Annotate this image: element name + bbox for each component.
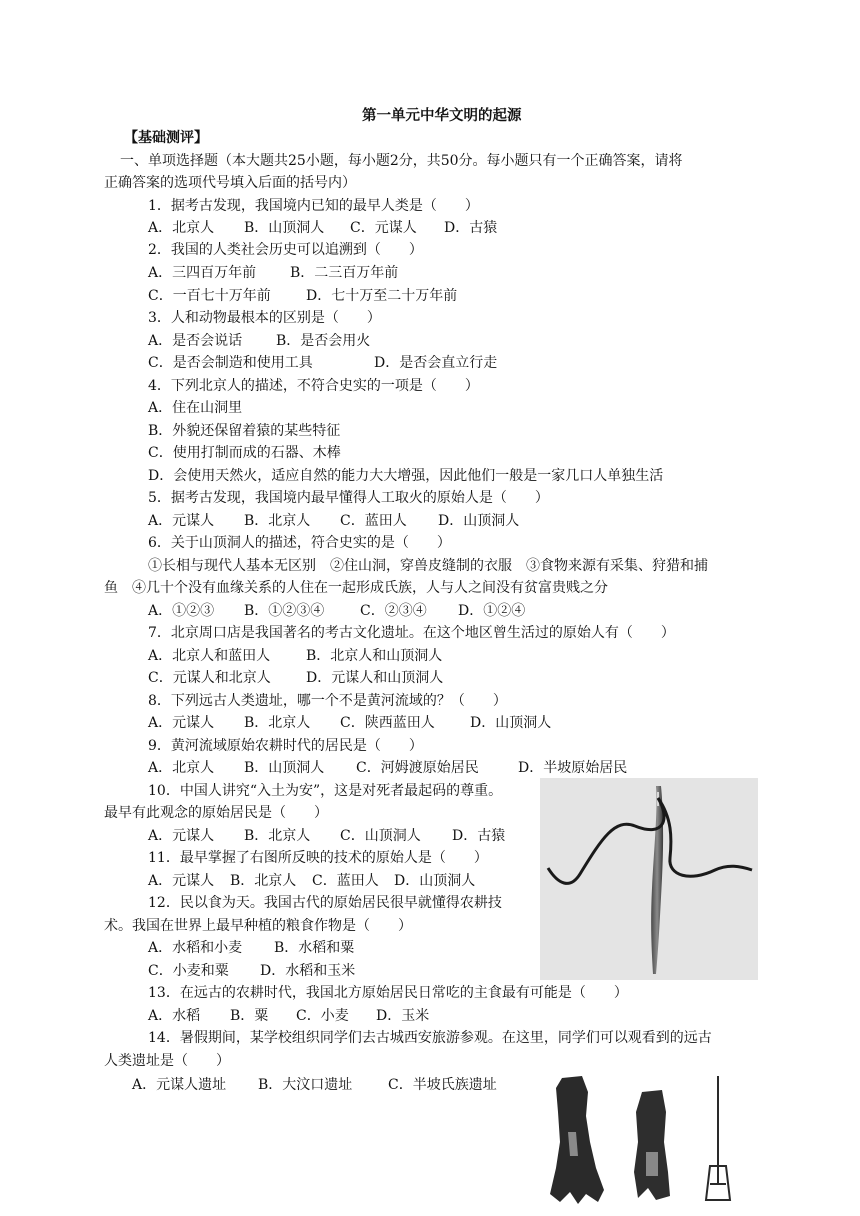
question-7: 7．北京周口店是我国著名的考古文化遗址。在这个地区曾生活过的原始人有（ ） <box>148 625 675 641</box>
question-6-options <box>148 601 525 621</box>
option: D．山顶洞人 <box>394 873 476 889</box>
option: C．半坡氏族遗址 <box>388 1077 497 1093</box>
question-1-options <box>148 218 497 238</box>
option: B．水稻和粟 <box>274 940 355 956</box>
question-13: 13．在远古的农耕时代，我国北方原始居民日常吃的主食最有可能是（ ） <box>148 985 628 1001</box>
ancient-tools-photo <box>538 1072 750 1208</box>
question-11-options <box>148 871 475 891</box>
page-title: 第一单元中华文明的起源 <box>362 108 522 124</box>
question-8: 8．下列远古人类遗址，哪一个不是黄河流域的？（ ） <box>148 693 507 709</box>
option: B．北京人 <box>244 715 311 731</box>
option: A．是否会说话 <box>148 333 243 349</box>
question-12-options-row2 <box>148 961 355 981</box>
option: C．元谋人 <box>350 220 417 236</box>
option: D．古猿 <box>452 828 506 844</box>
option: D．是否会直立行走 <box>374 355 498 371</box>
option: C．一百七十万年前 <box>148 288 271 304</box>
option: B．北京人 <box>244 828 311 844</box>
bone-needle-figure <box>540 778 758 980</box>
question-9-options <box>148 758 627 778</box>
option: A．元谋人 <box>148 513 215 529</box>
option: B．大汶口遗址 <box>258 1077 353 1093</box>
ancient-tools-figure <box>538 1072 750 1208</box>
option: A．水稻 <box>148 1008 201 1024</box>
option: B．北京人和山顶洞人 <box>306 648 443 664</box>
instructions-line-1: 一、单项选择题（本大题共25小题，每小题2分，共50分。每小题只有一个正确答案，请将 <box>120 153 683 169</box>
question-10-options <box>148 826 505 846</box>
question-7-options-row1 <box>148 646 442 666</box>
option: A．北京人和蓝田人 <box>148 648 271 664</box>
question-6-statements-1: ①长相与现代人基本无区别 ②住山洞，穿兽皮缝制的衣服 ③食物来源有采集、狩猎和捕 <box>148 558 708 574</box>
question-10-line-2: 最早有此观念的原始居民是（ ） <box>104 805 328 821</box>
option: A．元谋人 <box>148 873 215 889</box>
option: D．半坡原始居民 <box>518 760 628 776</box>
question-12-line-1: 12．民以食为天。我国古代的原始居民很早就懂得农耕技 <box>148 895 502 911</box>
option: D．古猿 <box>444 220 498 236</box>
option: D．玉米 <box>376 1008 430 1024</box>
option: B．二三百万年前 <box>290 265 399 281</box>
option: C．元谋人和北京人 <box>148 670 271 686</box>
question-12-options-row1 <box>148 938 354 958</box>
question-11: 11．最早掌握了右图所反映的技术的原始人是（ ） <box>148 850 488 866</box>
question-8-options <box>148 713 551 733</box>
instructions-line-2: 正确答案的选项代号填入后面的括号内） <box>104 175 356 191</box>
question-10-line-1: 10．中国人讲究“入土为安”，这是对死者最起码的尊重。 <box>148 783 503 799</box>
question-7-options-row2 <box>148 668 443 688</box>
option: C．蓝田人 <box>312 873 379 889</box>
option: D．元谋人和山顶洞人 <box>306 670 444 686</box>
bone-needle-photo <box>540 778 758 980</box>
question-14-line-2: 人类遗址是（ ） <box>104 1053 230 1069</box>
option: B．山顶洞人 <box>244 760 325 776</box>
option: D．山顶洞人 <box>470 715 552 731</box>
question-2-options-row1 <box>148 263 398 283</box>
question-3-options-row2 <box>148 353 497 373</box>
question-1: 1．据考古发现，我国境内已知的最早人类是（ ） <box>148 198 479 214</box>
option: B．北京人 <box>244 513 311 529</box>
option: A．元谋人 <box>148 715 215 731</box>
question-2-options-row2 <box>148 286 457 306</box>
question-2: 2．我国的人类社会历史可以追溯到（ ） <box>148 242 423 258</box>
section-heading: 【基础测评】 <box>124 130 208 146</box>
option: C．是否会制造和使用工具 <box>148 355 313 371</box>
question-14-line-1: 14．暑假期间，某学校组织同学们去古城西安旅游参观。在这里，同学们可以观看到的远古 <box>148 1030 712 1046</box>
option: C．蓝田人 <box>340 513 407 529</box>
option: A．北京人 <box>148 760 215 776</box>
option: C．陕西蓝田人 <box>340 715 435 731</box>
option: D．水稻和玉米 <box>260 963 356 979</box>
option: A．三四百万年前 <box>148 265 257 281</box>
option: A．北京人 <box>148 220 215 236</box>
option: B．山顶洞人 <box>244 220 325 236</box>
option: C．②③④ <box>360 603 427 619</box>
option: B．北京人 <box>230 873 297 889</box>
question-3-options-row1 <box>148 331 370 351</box>
option: D．山顶洞人 <box>438 513 520 529</box>
question-12-line-2: 术。我国在世界上最早种植的粮食作物是（ ） <box>104 918 412 934</box>
question-4-option-d: D．会使用天然火，适应自然的能力大大增强，因此他们一般是一家几口人单独生活 <box>148 468 664 484</box>
question-4: 4．下列北京人的描述，不符合史实的一项是（ ） <box>148 378 479 394</box>
question-14-options <box>132 1075 497 1095</box>
question-5-options <box>148 511 519 531</box>
option: A．①②③ <box>148 603 215 619</box>
question-3: 3．人和动物最根本的区别是（ ） <box>148 310 381 326</box>
question-6-statements-2: 鱼 ④几十个没有血缘关系的人住在一起形成氏族，人与人之间没有贫富贵贱之分 <box>104 580 608 596</box>
option: A．元谋人 <box>148 828 215 844</box>
option: B．是否会用火 <box>276 333 371 349</box>
option: C．小麦和粟 <box>148 963 229 979</box>
question-9: 9．黄河流域原始农耕时代的居民是（ ） <box>148 738 423 754</box>
option: C．山顶洞人 <box>340 828 421 844</box>
option: A．水稻和小麦 <box>148 940 243 956</box>
question-13-options <box>148 1006 429 1026</box>
option: B．粟 <box>230 1008 269 1024</box>
option: C．河姆渡原始居民 <box>356 760 479 776</box>
question-6: 6．关于山顶洞人的描述，符合史实的是（ ） <box>148 535 451 551</box>
question-4-option-c: C．使用打制而成的石器、木棒 <box>148 445 341 461</box>
option: D．①②④ <box>458 603 526 619</box>
question-4-option-a: A．住在山洞里 <box>148 400 243 416</box>
question-4-option-b: B．外貌还保留着猿的某些特征 <box>148 423 341 439</box>
question-5: 5．据考古发现，我国境内最早懂得人工取火的原始人是（ ） <box>148 490 549 506</box>
option: B．①②③④ <box>244 603 325 619</box>
option: A．元谋人遗址 <box>132 1077 227 1093</box>
option: C．小麦 <box>296 1008 349 1024</box>
option: D．七十万至二十万年前 <box>306 288 458 304</box>
